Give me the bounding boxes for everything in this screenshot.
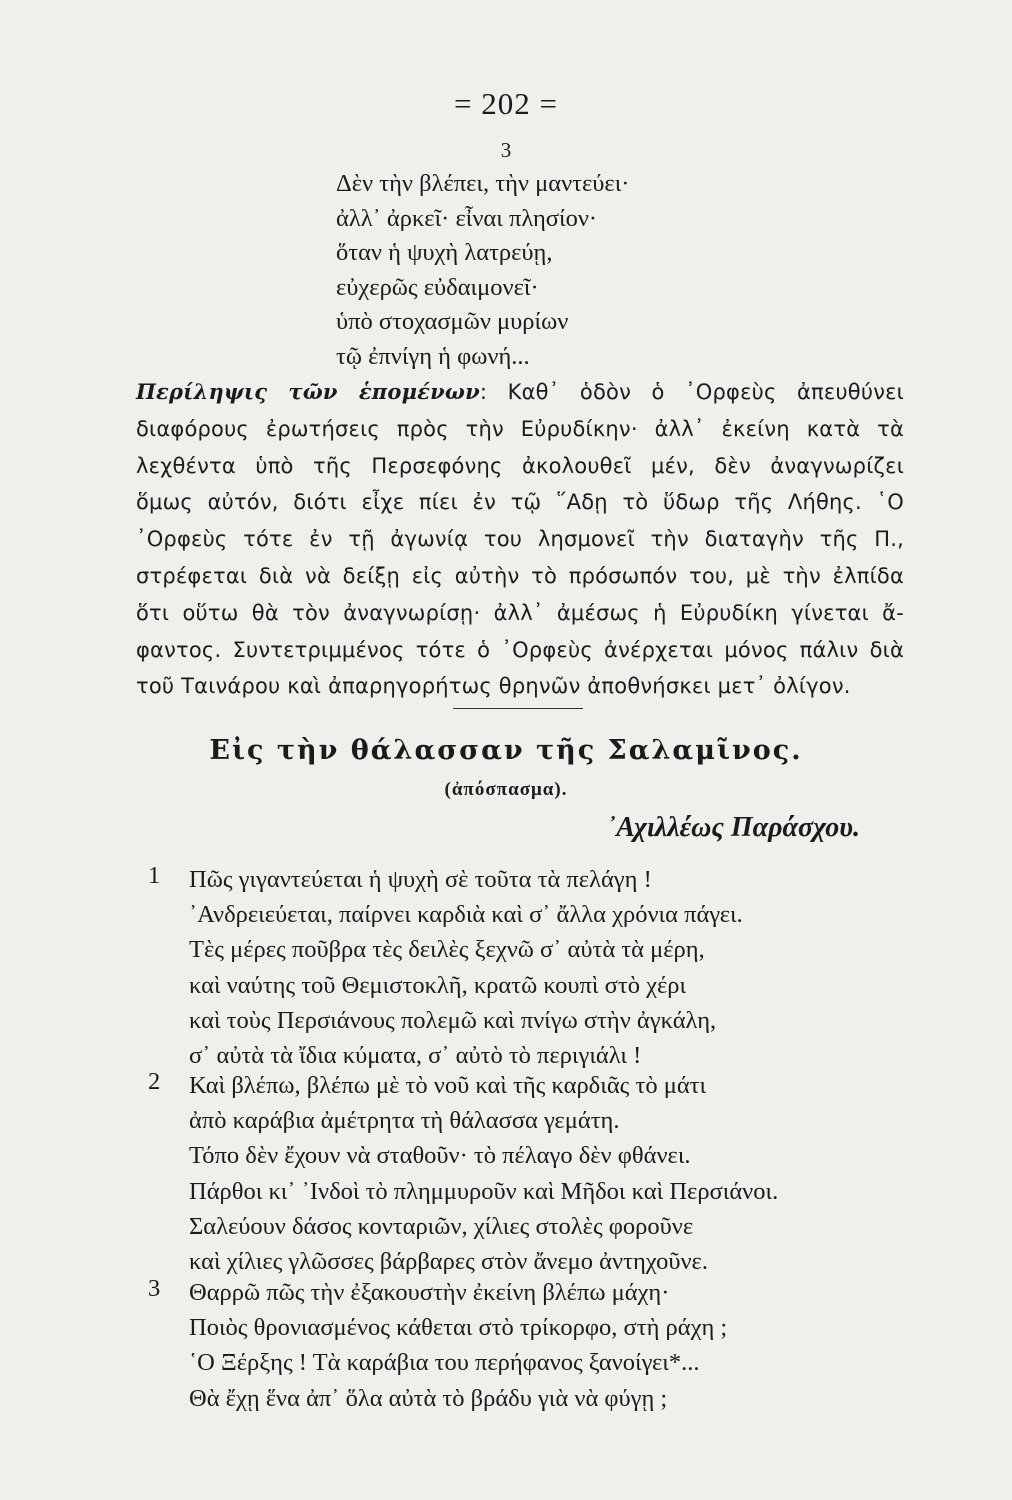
verse-line: Θὰ ἔχῃ ἕνα ἀπ᾽ ὅλα αὐτὰ τὸ βράδυ γιὰ νὰ φύγῃ ; xyxy=(189,1384,668,1412)
summary-text: : Καθ᾽ ὁδὸν ὁ ᾿Ορφεὺς ἀπευθύνει xyxy=(479,380,904,404)
verse-line: Θαρρῶ πῶς τὴν ἐξακουστὴν ἐκείνη βλέπω μάχη· xyxy=(189,1279,670,1306)
verse-line: ὅταν ἡ ψυχὴ λατρεύῃ, xyxy=(336,239,553,267)
verse-line: Δὲν τὴν βλέπει, τὴν μαντεύει· xyxy=(336,170,630,197)
verse-line: Σαλεύουν δάσος κονταριῶν, χίλιες στολὲς φοροῦνε xyxy=(189,1212,694,1240)
verse-line: ὑπὸ στοχασμῶν μυρίων xyxy=(336,308,569,336)
poem-top-stanza xyxy=(336,167,629,375)
summary-line: στρέφεται διὰ νὰ δείξῃ εἰς αὐτὴν τὸ πρόσωπόν του, μὲ τὴν ἐλπίδα xyxy=(136,563,904,588)
poem-title: Εἰς τὴν θάλασσαν τῆς Σαλαμῖνος. xyxy=(209,735,803,766)
poem-author: ᾿Αχιλλέως Παράσχου. xyxy=(606,812,860,843)
stanza-number: 3 xyxy=(148,1275,161,1302)
verse-line: ῾Ο Ξέρξης ! Τὰ καράβια του περήφανος ξανοίγει*... xyxy=(189,1349,700,1377)
stanza-label: 3 xyxy=(500,138,512,162)
page-number: = 202 = xyxy=(454,86,558,121)
summary-line xyxy=(136,374,904,411)
verse-line: τῷ ἐπνίγη ἡ φωνή... xyxy=(336,342,530,370)
verse-line: ᾿Ανδρειεύεται, παίρνει καρδιὰ καὶ σ᾽ ἄλλα χρόνια πάγει. xyxy=(189,901,743,929)
summary-line: τοῦ Ταινάρου καὶ ἀπαρηγορήτως θρηνῶν ἀποθνήσκει μετ᾽ ὀλίγον. xyxy=(136,674,851,699)
summary-line: φαντος. Συντετριμμένος τότε ὁ ᾿Ορφεὺς ἀνέρχεται μόνος πάλιν διὰ xyxy=(136,637,904,662)
verse-line: Τὲς μέρες ποῦβρα τὲς δειλὲς ξεχνῶ σ᾽ αὐτὰ τὰ μέρη, xyxy=(189,936,705,964)
summary-line: ὅτι οὕτω θὰ τὸν ἀναγνωρίσῃ· ἀλλ᾽ ἀμέσως ἡ Εὐρυδίκη γίνεται ἄ- xyxy=(136,600,904,625)
verse-line: ἀλλ᾽ ἀρκεῖ· εἶναι πλησίον· xyxy=(336,204,598,232)
verse-line: εὐχερῶς εὐδαιμονεῖ· xyxy=(336,273,539,301)
verse-line: σ᾽ αὐτὰ τὰ ἴδια κύματα, σ᾽ αὐτὸ τὸ περιγιάλι ! xyxy=(189,1041,642,1069)
verse-line: Ποιὸς θρονιασμένος κάθεται στὸ τρίκορφο, στὴ ράχη ; xyxy=(189,1314,728,1342)
summary-line: λεχθέντα ὑπὸ τῆς Περσεφόνης ἀκολουθεῖ μέν, δὲν ἀναγνωρίζει xyxy=(136,453,904,478)
summary-lead: Περίληψις τῶν ἑπομένων xyxy=(136,379,480,404)
summary-line: ὅμως αὐτόν, διότι εἶχε πίει ἐν τῷ ῞Αδῃ τὸ ὕδωρ τῆς Λήθης. ῾Ο xyxy=(136,490,904,515)
verse-line: Τόπο δὲν ἔχουν νὰ σταθοῦν· τὸ πέλαγο δὲν φθάνει. xyxy=(189,1142,691,1170)
stanza-number: 2 xyxy=(148,1068,161,1095)
summary-paragraph xyxy=(136,374,904,705)
summary-line: ᾿Ορφεὺς τότε ἐν τῇ ἀγωνίᾳ του λησμονεῖ τὴν διαταγὴν τῆς Π., xyxy=(136,527,904,552)
verse-line: Πάρθοι κι᾽ ᾿Ινδοὶ τὸ πλημμυροῦν καὶ Μῆδοι καὶ Περσιάνοι. xyxy=(189,1177,779,1205)
verse-line: καὶ τοὺς Περσιάνους πολεμῶ καὶ πνίγω στὴν ἀγκάλη, xyxy=(189,1006,717,1034)
poem-subtitle: (ἀπόσπασμα). xyxy=(444,779,568,800)
verse-line: καὶ ναύτης τοῦ Θεμιστοκλῆ, κρατῶ κουπὶ στὸ χέρι xyxy=(189,971,687,999)
verse-line: ἀπὸ καράβια ἀμέτρητα τὴ θάλασσα γεμάτη. xyxy=(189,1107,620,1135)
verse-line: Καὶ βλέπω, βλέπω μὲ τὸ νοῦ καὶ τῆς καρδιᾶς τὸ μάτι xyxy=(189,1072,707,1099)
stanza-number: 1 xyxy=(148,862,161,889)
section-divider xyxy=(453,708,583,709)
verse-line: καὶ χίλιες γλῶσσες βάρβαρες στὸν ἄνεμο ἀντηχοῦνε. xyxy=(189,1247,708,1275)
verse-line: Πῶς γιγαντεύεται ἡ ψυχὴ σὲ τοῦτα τὰ πελάγη ! xyxy=(189,866,652,893)
summary-line: διαφόρους ἐρωτήσεις πρὸς τὴν Εὐρυδίκην· ἀλλ᾽ ἐκείνη κατὰ τὰ xyxy=(136,416,904,441)
